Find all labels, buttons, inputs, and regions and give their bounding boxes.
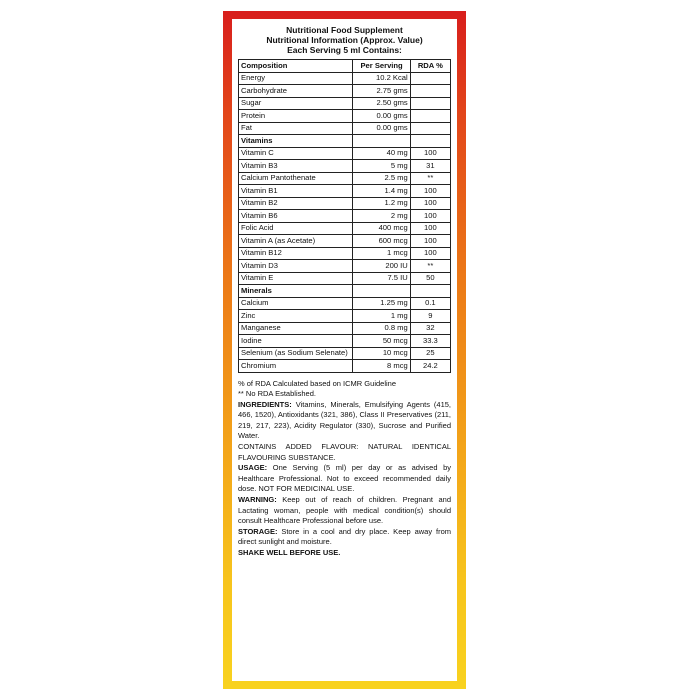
table-row: [239, 185, 451, 198]
ingredients-section: [238, 400, 451, 442]
nutrient-name: Selenium (as Sodium Selenate): [239, 347, 353, 360]
nutrient-name: Vitamin B1: [239, 185, 353, 198]
minerals-section-label: Minerals: [239, 285, 353, 298]
rda-value: 100: [410, 197, 450, 210]
table-body: [239, 72, 451, 372]
section-row: [239, 135, 451, 148]
empty-cell: [353, 135, 410, 148]
rda-value: 100: [410, 247, 450, 260]
nutrient-name: Calcium: [239, 297, 353, 310]
rda-value: 32: [410, 322, 450, 335]
section-row: [239, 285, 451, 298]
rda-value: 9: [410, 310, 450, 323]
rda-value: [410, 72, 450, 85]
per-serving-value: 1.2 mg: [353, 197, 410, 210]
rda-value: 0.1: [410, 297, 450, 310]
rda-value: 25: [410, 347, 450, 360]
warning-text: Keep out of reach of children. Pregnant and Lactating woman, people with medical condition(s) should consult Healthcare Professional before use.: [238, 495, 451, 526]
rda-value: 100: [410, 147, 450, 160]
nutrient-name: Folic Acid: [239, 222, 353, 235]
nutrient-name: Vitamin B3: [239, 160, 353, 173]
table-row: [239, 72, 451, 85]
table-row: [239, 247, 451, 260]
nutrient-name: Vitamin D3: [239, 260, 353, 273]
per-serving-value: 2.75 gms: [353, 85, 410, 98]
usage-section: [238, 463, 451, 495]
per-serving-value: 600 mcg: [353, 235, 410, 248]
col-header-per-serving: Per Serving: [353, 60, 410, 73]
rda-value: [410, 110, 450, 123]
rda-value: 33.3: [410, 335, 450, 348]
label-notes: [238, 379, 451, 559]
table-row: [239, 260, 451, 273]
nutrient-name: Fat: [239, 122, 353, 135]
empty-cell: [410, 135, 450, 148]
nutrient-name: Vitamin B6: [239, 210, 353, 223]
no-rda-note: ** No RDA Established.: [238, 389, 316, 399]
rda-value: 50: [410, 272, 450, 285]
warning-section: [238, 495, 451, 527]
heading-line-3: Each Serving 5 ml Contains:: [287, 45, 402, 55]
nutrient-name: Chromium: [239, 360, 353, 373]
shake-note: [238, 548, 451, 559]
nutrient-name: Carbohydrate: [239, 85, 353, 98]
flavour-note: CONTAINS ADDED FLAVOUR: NATURAL IDENTICAL FLAVOURING SUBSTANCE.: [238, 442, 451, 462]
ingredients-label: INGREDIENTS:: [238, 399, 292, 409]
rda-value: 31: [410, 160, 450, 173]
table-row: [239, 85, 451, 98]
per-serving-value: 200 IU: [353, 260, 410, 273]
rda-value: [410, 85, 450, 98]
table-row: [239, 110, 451, 123]
col-header-rda: RDA %: [410, 60, 450, 73]
storage-section: [238, 527, 451, 548]
empty-cell: [353, 285, 410, 298]
table-row: [239, 160, 451, 173]
per-serving-value: 40 mg: [353, 147, 410, 160]
table-header-row: [239, 60, 451, 73]
per-serving-value: 0.00 gms: [353, 110, 410, 123]
per-serving-value: 2.5 mg: [353, 172, 410, 185]
table-row: [239, 322, 451, 335]
table-row: [239, 147, 451, 160]
table-row: [239, 172, 451, 185]
storage-label: STORAGE:: [238, 526, 278, 536]
col-header-composition: Composition: [239, 60, 353, 73]
table-row: [239, 310, 451, 323]
rda-value: **: [410, 172, 450, 185]
nutrient-name: Energy: [239, 72, 353, 85]
empty-cell: [410, 285, 450, 298]
per-serving-value: 1 mcg: [353, 247, 410, 260]
per-serving-value: 10.2 Kcal: [353, 72, 410, 85]
nutrient-name: Protein: [239, 110, 353, 123]
heading-line-1: Nutritional Food Supplement: [286, 25, 403, 35]
per-serving-value: 0.00 gms: [353, 122, 410, 135]
per-serving-value: 10 mcg: [353, 347, 410, 360]
nutrient-name: Zinc: [239, 310, 353, 323]
table-row: [239, 347, 451, 360]
table-row: [239, 360, 451, 373]
usage-text: One Serving (5 ml) per day or as advised by Healthcare Professional. Not to exceed recommended daily dose. NOT FOR MEDICINAL USE.: [238, 463, 451, 494]
heading-line-2: Nutritional Information (Approx. Value): [266, 35, 423, 45]
table-row: [239, 222, 451, 235]
nutrient-name: Vitamin A (as Acetate): [239, 235, 353, 248]
table-row: [239, 210, 451, 223]
nutrient-name: Vitamin B2: [239, 197, 353, 210]
per-serving-value: 0.8 mg: [353, 322, 410, 335]
table-row: [239, 297, 451, 310]
nutrition-label-panel: [232, 19, 457, 681]
table-row: [239, 235, 451, 248]
table-row: [239, 97, 451, 110]
table-row: [239, 197, 451, 210]
nutrient-name: Vitamin C: [239, 147, 353, 160]
rda-value: 100: [410, 222, 450, 235]
table-row: [239, 335, 451, 348]
nutrient-name: Calcium Pantothenate: [239, 172, 353, 185]
label-heading: [238, 25, 451, 55]
table-row: [239, 272, 451, 285]
vitamins-section-label: Vitamins: [239, 135, 353, 148]
per-serving-value: 5 mg: [353, 160, 410, 173]
per-serving-value: 2 mg: [353, 210, 410, 223]
per-serving-value: 7.5 IU: [353, 272, 410, 285]
ingredients-text: Vitamins, Minerals, Emulsifying Agents (415, 466, 1520), Antioxidants (321, 386), Class II Preservatives (211, 219, 217, 223), Acidity Regulator (330), Sucrose and Purified Water.: [238, 399, 451, 441]
per-serving-value: 1 mg: [353, 310, 410, 323]
nutrient-name: Vitamin E: [239, 272, 353, 285]
per-serving-value: 8 mcg: [353, 360, 410, 373]
rda-value: [410, 122, 450, 135]
rda-value: 100: [410, 185, 450, 198]
rda-value: 100: [410, 235, 450, 248]
usage-label: USAGE:: [238, 463, 268, 473]
table-row: [239, 122, 451, 135]
per-serving-value: 1.25 mg: [353, 297, 410, 310]
nutrient-name: Sugar: [239, 97, 353, 110]
per-serving-value: 50 mcg: [353, 335, 410, 348]
per-serving-value: 2.50 gms: [353, 97, 410, 110]
nutrient-name: Iodine: [239, 335, 353, 348]
shake-text: SHAKE WELL BEFORE USE.: [238, 548, 341, 557]
storage-text: Store in a cool and dry place. Keep away from direct sunlight and moisture.: [238, 526, 451, 547]
nutrient-name: Vitamin B12: [239, 247, 353, 260]
nutrition-table: [238, 59, 451, 373]
warning-label: WARNING:: [238, 495, 277, 505]
nutrient-name: Manganese: [239, 322, 353, 335]
per-serving-value: 400 mcg: [353, 222, 410, 235]
rda-value: **: [410, 260, 450, 273]
rda-value: 24.2: [410, 360, 450, 373]
rda-value: 100: [410, 210, 450, 223]
rda-value: [410, 97, 450, 110]
rda-note: % of RDA Calculated based on ICMR Guideline: [238, 378, 396, 388]
per-serving-value: 1.4 mg: [353, 185, 410, 198]
